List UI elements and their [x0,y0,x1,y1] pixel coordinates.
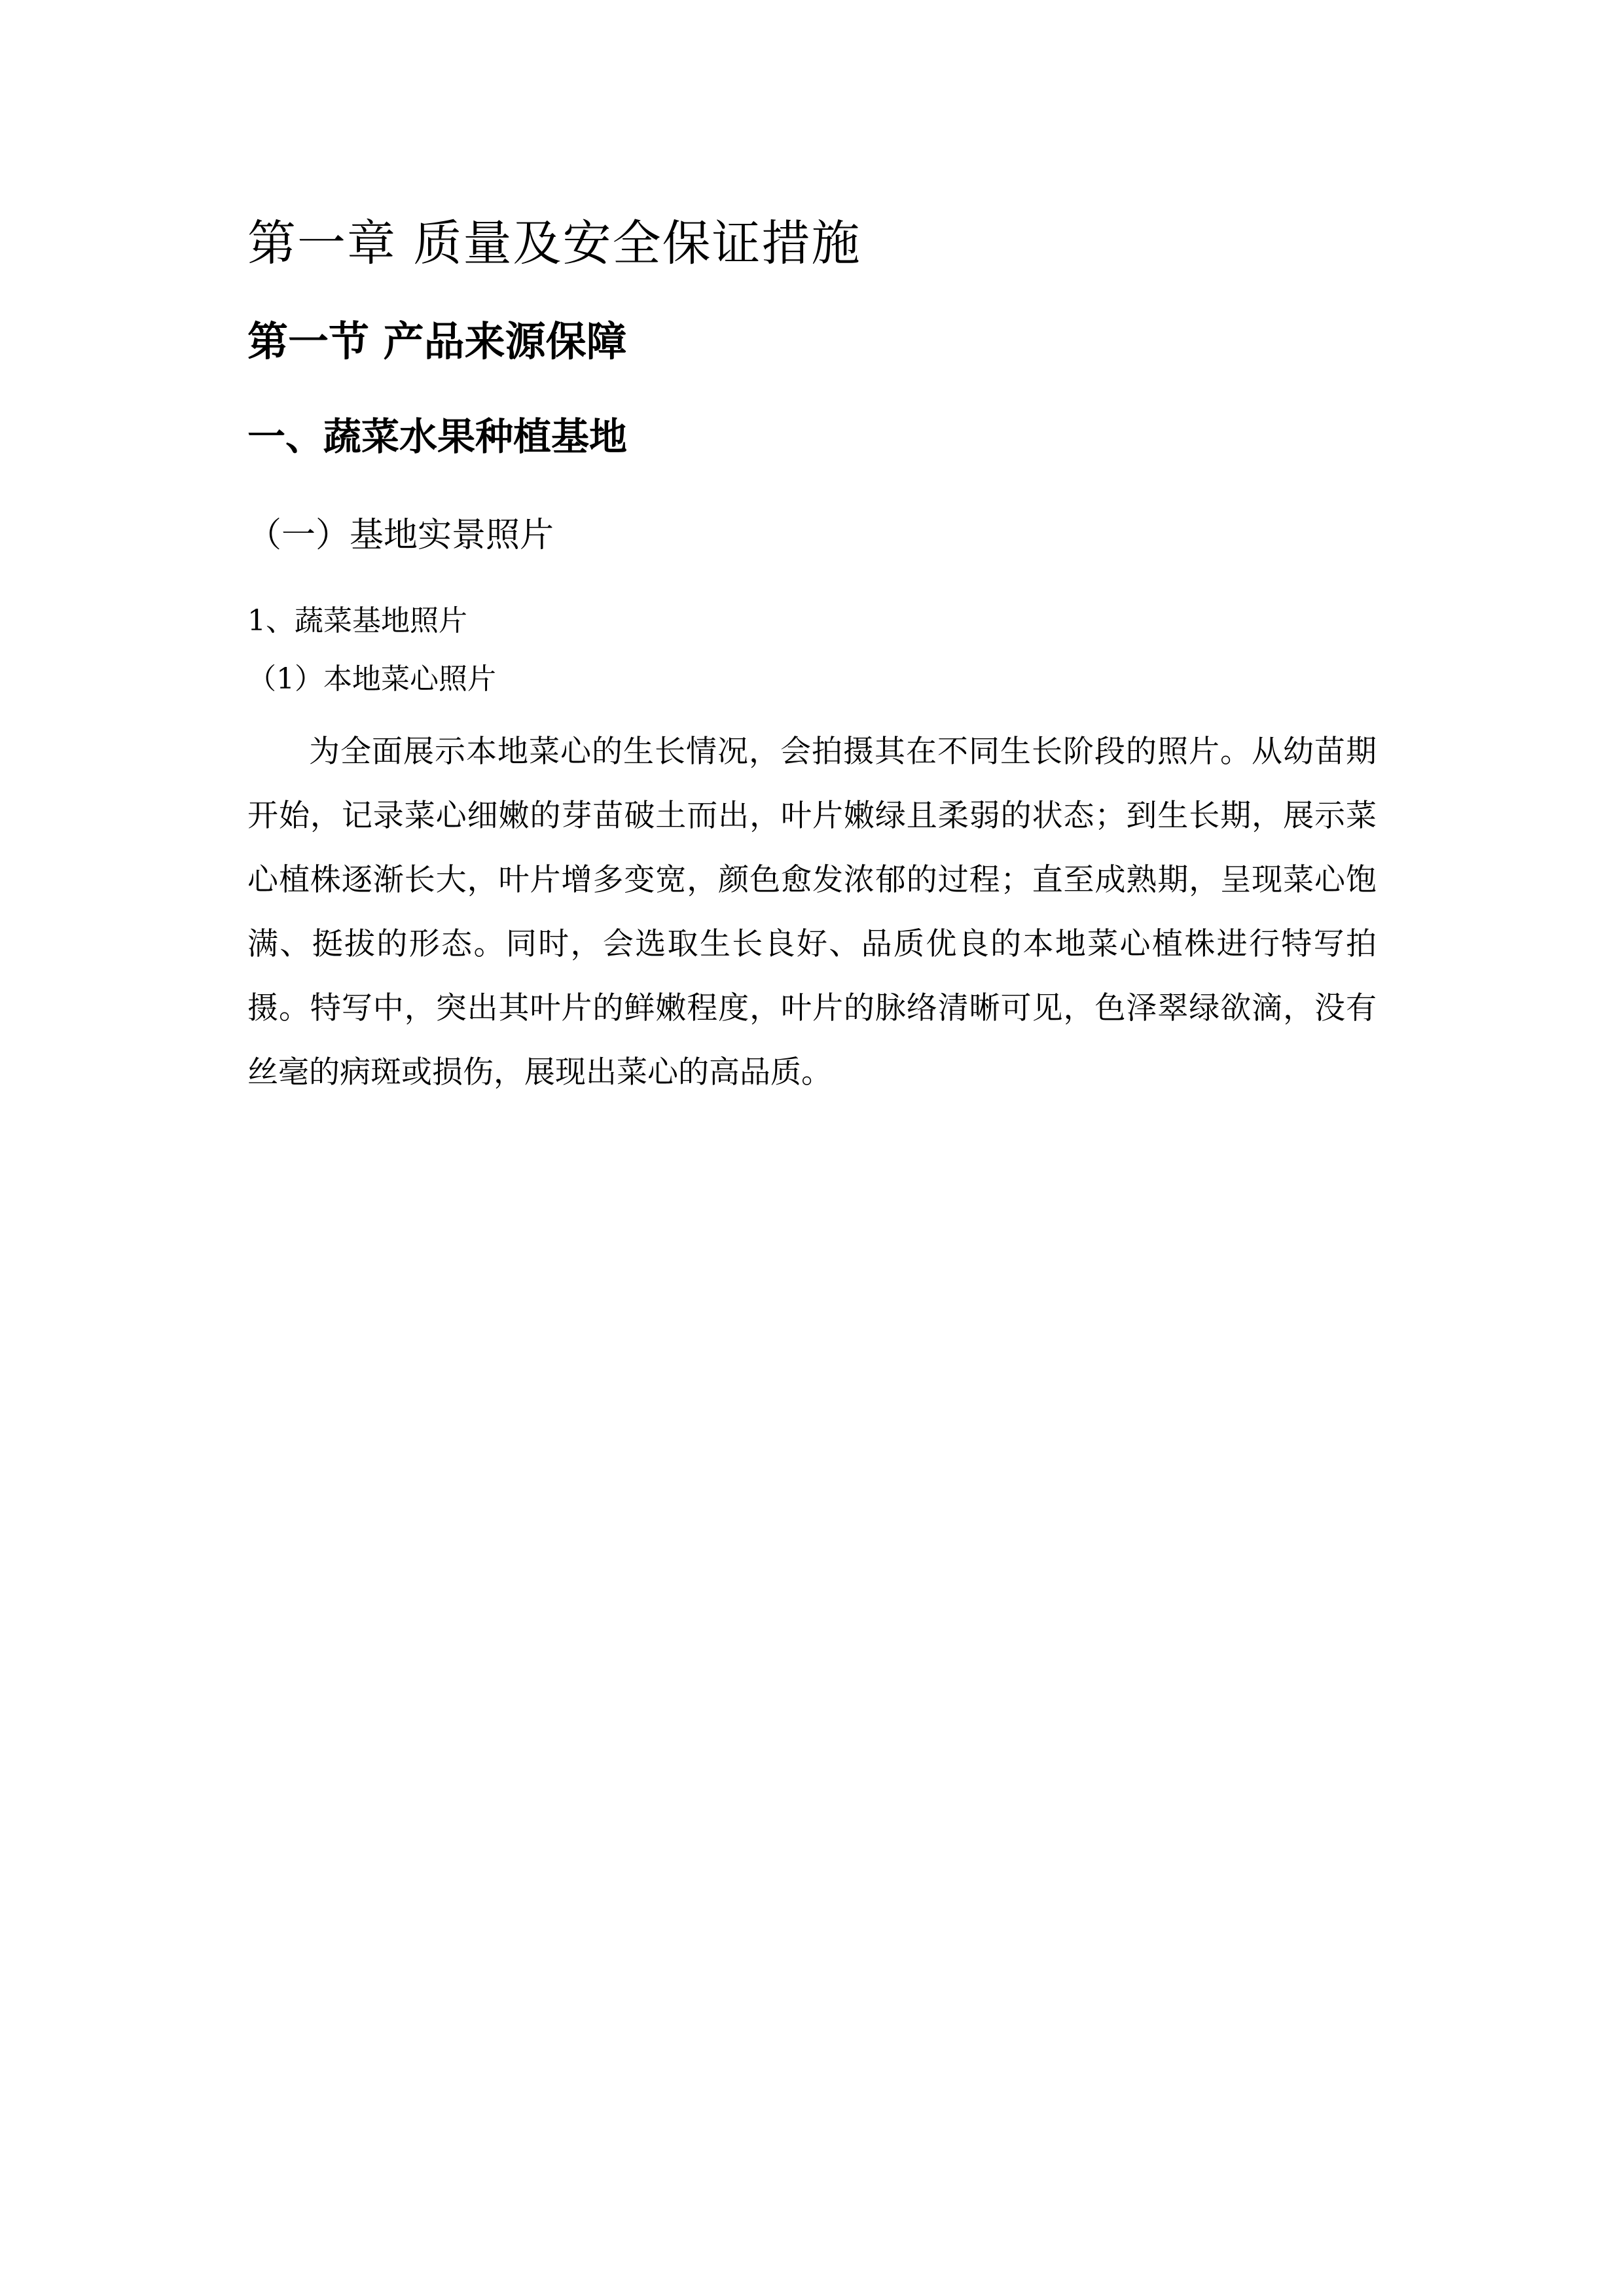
subsubsection-title: （一）基地实景照片 [247,516,554,555]
item-title: 1、蔬菜基地照片 [247,604,467,637]
section-title: 第一节 产品来源保障 [247,317,627,365]
body-paragraph: 为全面展示本地菜心的生长情况，会拍摄其在不同生长阶段的照片。从幼苗期开始，记录菜心细嫩的芽苗破土而出，叶片嫩绿且柔弱的状态；到生长期，展示菜心植株逐渐长大，叶片增多变宽，颜色愈发浓郁的过程；直至成熟期，呈现菜心饱满、挺拔的形态。同时，会选取生长良好、品质优良的本地菜心植株进行特写拍摄。特写中，突出其叶片的鲜嫩程度，叶片的脉络清晰可见，色泽翠绿欲滴，没有丝毫的病斑或损伤，展现出菜心的高品质。 [247,734,1377,1090]
chapter-title: 第一章 质量及安全保证措施 [247,215,861,272]
subitem-title: （1）本地菜心照片 [247,662,496,696]
subsection-title: 一、蔬菜水果种植基地 [247,414,628,459]
